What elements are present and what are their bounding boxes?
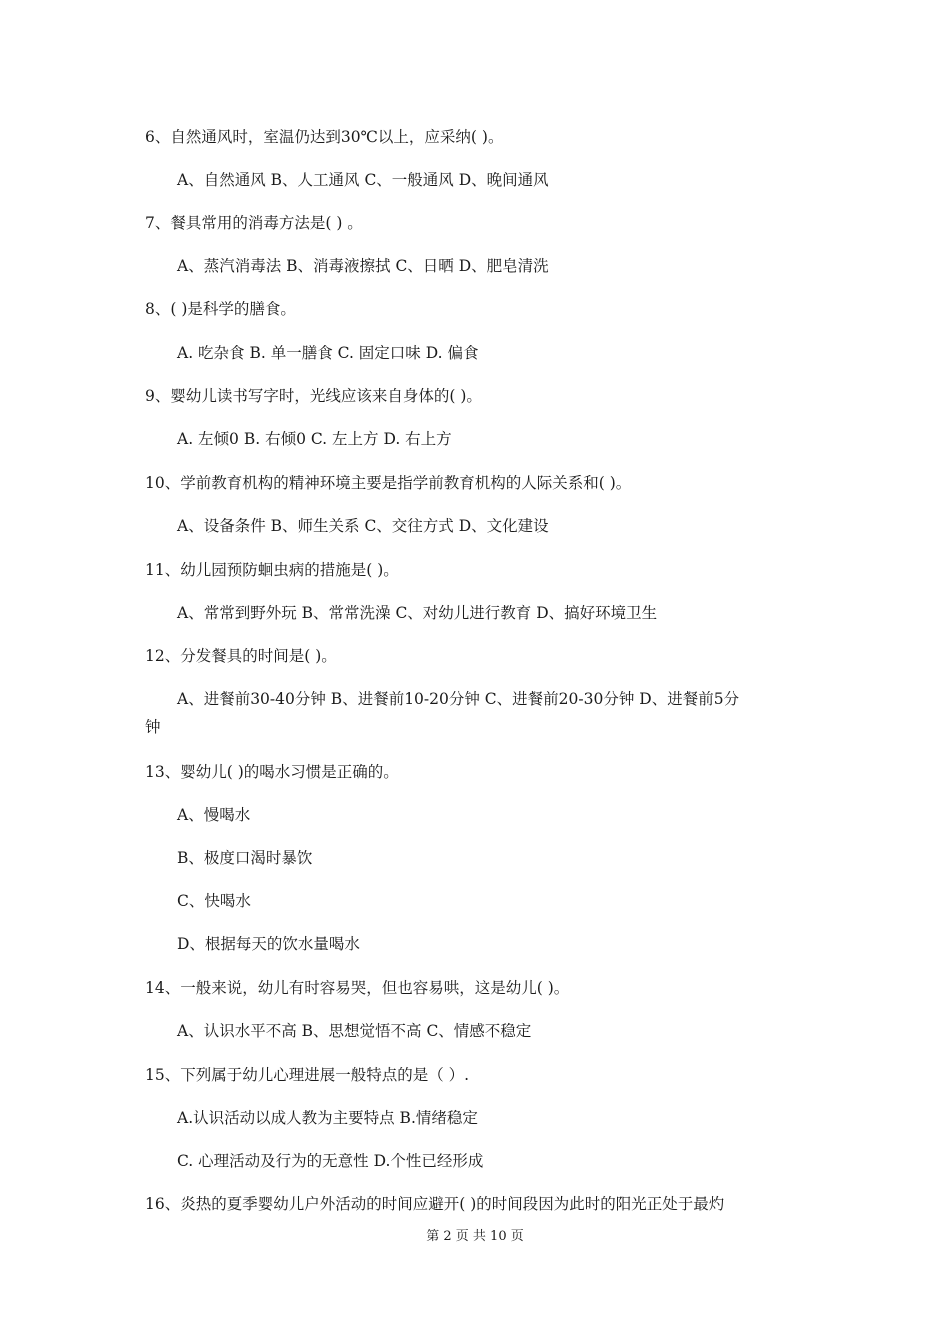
question-15-options-row-1: A.认识活动以成人教为主要特点 B.情绪稳定 xyxy=(177,1109,478,1127)
question-12-stem: 12、分发餐具的时间是( )。 xyxy=(145,647,337,665)
question-7-stem: 7、餐具常用的消毒方法是( ) 。 xyxy=(145,214,363,232)
question-11-options: A、常常到野外玩 B、常常洗澡 C、对幼儿进行教育 D、搞好环境卫生 xyxy=(177,604,658,622)
question-15-options-row-2: C. 心理活动及行为的无意性 D.个性已经形成 xyxy=(177,1152,484,1170)
question-9-stem: 9、婴幼儿读书写字时，光线应该来自身体的( )。 xyxy=(145,387,482,405)
question-10-stem: 10、学前教育机构的精神环境主要是指学前教育机构的人际关系和( )。 xyxy=(145,474,632,492)
question-12-options: A、进餐前30-40分钟 B、进餐前10-20分钟 C、进餐前20-30分钟 D、进餐前5分 xyxy=(177,690,740,708)
question-14-stem: 14、一般来说，幼儿有时容易哭，但也容易哄，这是幼儿( )。 xyxy=(145,979,570,997)
question-12-options-continued: 钟 xyxy=(145,718,161,736)
question-13-stem: 13、婴幼儿( )的喝水习惯是正确的。 xyxy=(145,763,399,781)
question-13-option-b: B、极度口渴时暴饮 xyxy=(177,849,313,867)
question-14-options: A、认识水平不高 B、思想觉悟不高 C、情感不稳定 xyxy=(177,1022,532,1040)
question-7-options: A、蒸汽消毒法 B、消毒液擦拭 C、日晒 D、肥皂清洗 xyxy=(177,257,549,275)
page-footer: 第 2 页 共 10 页 xyxy=(426,1229,524,1244)
question-6-stem: 6、自然通风时，室温仍达到30℃以上，应采纳( )。 xyxy=(145,128,504,146)
question-13-option-a: A、慢喝水 xyxy=(177,806,251,824)
question-16-stem: 16、炎热的夏季婴幼儿户外活动的时间应避开( )的时间段因为此时的阳光正处于最灼 xyxy=(145,1195,725,1213)
question-8-stem: 8、( )是科学的膳食。 xyxy=(145,300,296,318)
question-13-option-d: D、根据每天的饮水量喝水 xyxy=(177,935,360,953)
question-15-stem: 15、下列属于幼儿心理进展一般特点的是（ ）. xyxy=(145,1066,470,1084)
question-10-options: A、设备条件 B、师生关系 C、交往方式 D、文化建设 xyxy=(177,517,549,535)
question-11-stem: 11、幼儿园预防蛔虫病的措施是( )。 xyxy=(145,561,399,579)
question-13-option-c: C、快喝水 xyxy=(177,892,251,910)
question-9-options: A. 左倾0 B. 右倾0 C. 左上方 D. 右上方 xyxy=(177,430,452,448)
question-6-options: A、自然通风 B、人工通风 C、一般通风 D、晚间通风 xyxy=(177,171,549,189)
question-8-options: A. 吃杂食 B. 单一膳食 C. 固定口味 D. 偏食 xyxy=(177,344,479,362)
